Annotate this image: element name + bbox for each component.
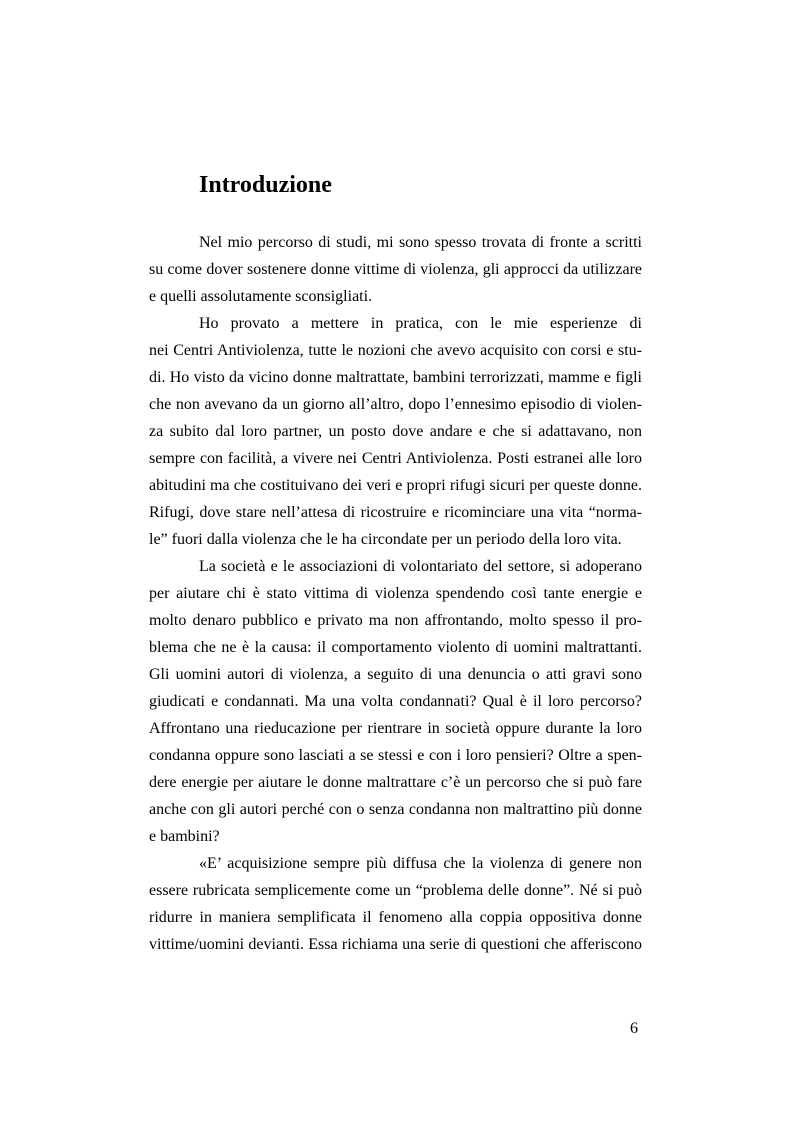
- text-line: vittime/uomini devianti. Essa richiama una serie di questioni che afferiscono: [149, 936, 642, 953]
- text-line: sempre con facilità, a vivere nei Centri Antiviolenza. Posti estranei alle loro: [149, 450, 642, 467]
- paragraph: [149, 553, 642, 850]
- text-line: di. Ho visto da vicino donne maltrattate, bambini terrorizzati, mamme e figli: [149, 369, 642, 386]
- text-line: per aiutare chi è stato vittima di violenza spendendo così tante energie e: [149, 585, 642, 602]
- text-line: Nel mio percorso di studi, mi sono spesso trovata di fronte a scritti: [199, 234, 642, 251]
- text-line: Rifugi, dove stare nell’attesa di ricostruire e ricominciare una vita “norma-: [149, 504, 642, 521]
- text-line: ridurre in maniera semplificata il fenomeno alla coppia oppositiva donne: [149, 909, 642, 926]
- paragraph: [149, 310, 642, 553]
- text-line: dere energie per aiutare le donne maltrattare c’è un percorso che si può fare: [149, 774, 642, 791]
- text-line: Ho provato a mettere in pratica, con le mie esperienze di: [199, 315, 642, 332]
- text-line: essere rubricata semplicemente come un “problema delle donne”. Né si può: [149, 882, 642, 899]
- body-text: [149, 229, 642, 958]
- text-line: anche con gli autori perché con o senza condanna non maltrattino più donne: [149, 801, 642, 818]
- paragraph: [149, 229, 642, 310]
- text-line: Gli uomini autori di violenza, a seguito di una denuncia o atti gravi sono: [149, 666, 642, 683]
- paragraph: [149, 850, 642, 958]
- text-line: su come dover sostenere donne vittime di violenza, gli approcci da utilizzare: [149, 261, 642, 278]
- text-line: giudicati e condannati. Ma una volta condannati? Qual è il loro percorso?: [149, 693, 642, 710]
- text-line: za subito dal loro partner, un posto dove andare e che si adattavano, non: [149, 423, 642, 440]
- text-line: «E’ acquisizione sempre più diffusa che la violenza di genere non: [199, 855, 642, 872]
- text-line: abitudini ma che costituivano dei veri e propri rifugi sicuri per queste donne.: [149, 477, 642, 494]
- text-line: e bambini?: [149, 828, 220, 845]
- text-line: blema che ne è la causa: il comportamento violento di uomini maltrattanti.: [149, 639, 642, 656]
- text-line: La società e le associazioni di volontariato del settore, si adoperano: [199, 558, 642, 575]
- section-title: Introduzione: [199, 172, 332, 198]
- text-line: condanna oppure sono lasciati a se stessi e con i loro pensieri? Oltre a spen-: [149, 747, 642, 764]
- text-line: molto denaro pubblico e privato ma non affrontando, molto spesso il pro-: [149, 612, 642, 629]
- text-line: e quelli assolutamente sconsigliati.: [149, 288, 373, 305]
- text-line: nei Centri Antiviolenza, tutte le nozioni che avevo acquisito con corsi e stu-: [149, 342, 642, 359]
- text-line: le” fuori dalla violenza che le ha circondate per un periodo della loro vita.: [149, 531, 622, 548]
- text-line: che non avevano da un giorno all’altro, dopo l’ennesimo episodio di violen-: [149, 396, 642, 413]
- page-number: 6: [630, 1020, 638, 1037]
- text-line: Affrontano una rieducazione per rientrare in società oppure durante la loro: [149, 720, 642, 737]
